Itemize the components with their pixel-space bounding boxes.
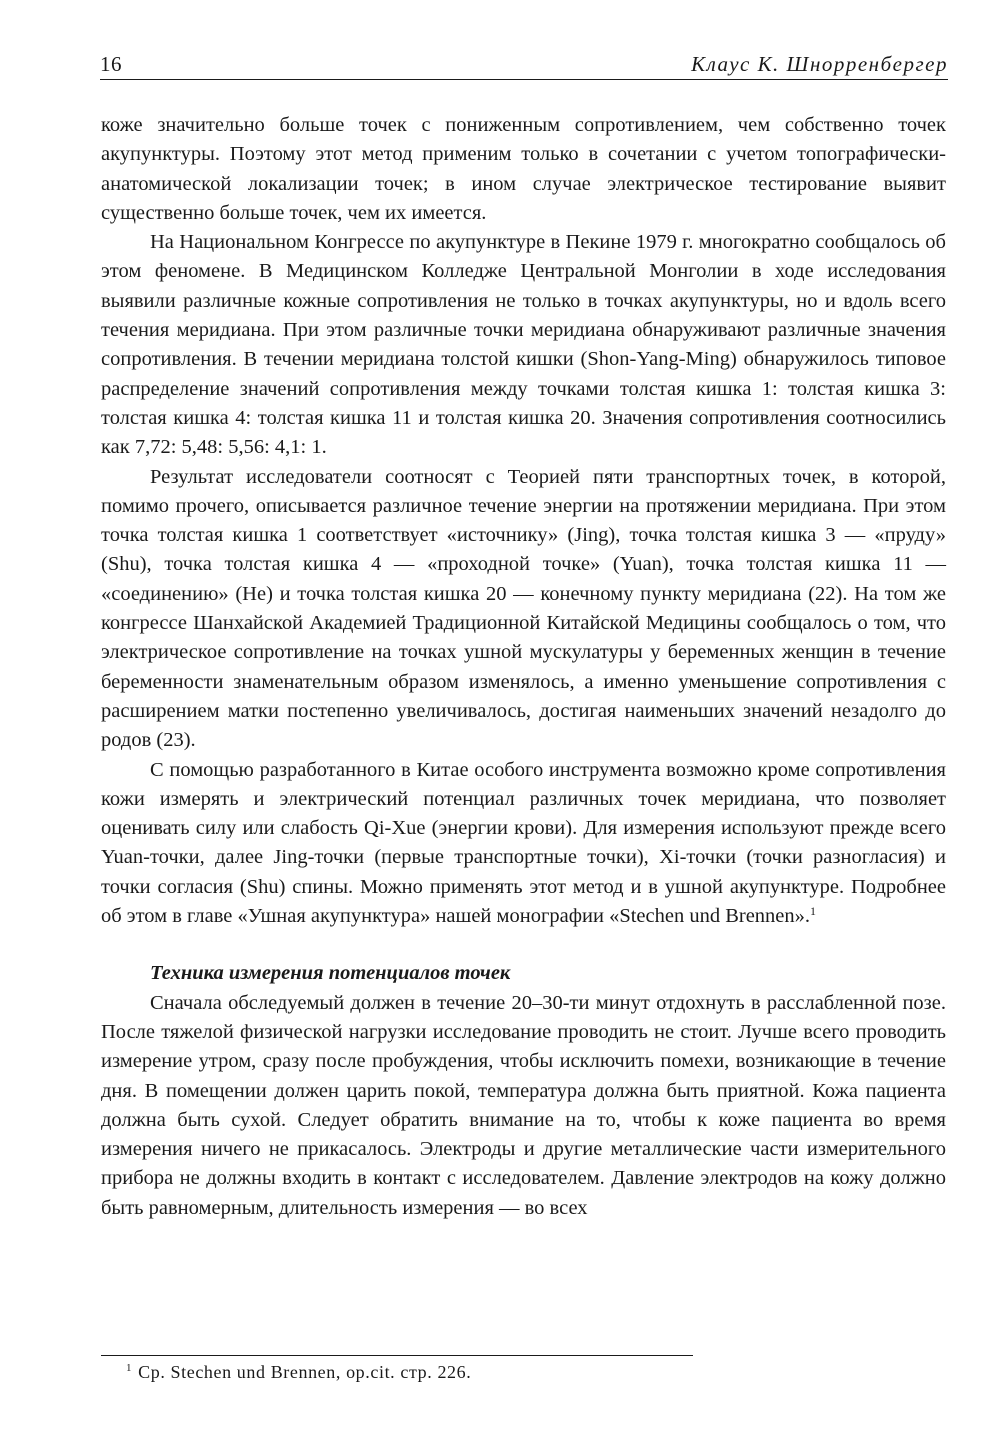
page-number: 16: [100, 52, 122, 76]
paragraph-4: [101, 756, 946, 932]
footnote-mark: 1: [126, 1362, 133, 1374]
paragraph-3-text: Результат исследователи соотносят с Теорией пяти транспортных точек, в которой, помимо прочего, описывается различное течение энергии на протяжении меридиана. При этом точка толстая кишка 1 соответствует «источнику» (Jing), точка толстая кишка 3 — «пруду» (Shu), точка толстая кишка 4 — «проходной точке» (Yuan), точка толстая кишка 11 — «соединению» (He) и точка толстая кишка 20 — конечному пункту меридиана (22). На том же конгрессе Шанхайской Академией Традиционной Китайской Медицины сообщалось о том, что электрическое сопротивление на точках ушной мускулатуры у беременных женщин в течение беременности знаменательным образом изменялось, а именно уменьшение сопротивления с расширением матки постепенно увеличивалось, достигая наименьших значений незадолго до родов (23).: [101, 465, 946, 752]
footnote-reference[interactable]: 1: [810, 904, 817, 919]
page-header: [100, 48, 948, 82]
paragraph-3: [101, 463, 946, 756]
footnote: [126, 1362, 471, 1383]
running-head: Клаус К. Шнорренбергер: [691, 52, 948, 76]
footnote-text: Ср. Stechen und Brennen, op.cit. стр. 226.: [138, 1362, 472, 1382]
section-heading: Техника измерения потенциалов точек: [150, 962, 511, 985]
paragraph-2: [101, 228, 946, 462]
paragraph-1-text: коже значительно больше точек с пониженным сопротивлением, чем собственно точек акупунктуры. Поэтому этот метод применим только в сочетании с учетом топографически-анатомической локализации точек; в ином случае электрическое тестирование выявит существенно больше точек, чем их имеется.: [101, 114, 946, 224]
footnote-rule: [101, 1355, 693, 1356]
body-text: [101, 111, 946, 1223]
section-paragraph-text: Сначала обследуемый должен в течение 20–30-ти минут отдохнуть в расслабленной позе. После тяжелой физической нагрузки исследование проводить не стоит. Лучше всего проводить измерение утром, сразу после пробуждения, чтобы исключить помехи, возникающие в течение дня. В помещении должен царить покой, температура должна быть приятной. Кожа пациента должна быть сухой. Следует обратить внимание на то, чтобы к коже пациента во время измерения ничего не прикасалось. Электроды и другие металлические части измерительного прибора не должны входить в контакт с исследователем. Давление электродов на кожу должно быть равномерным, длительность измерения — во всех: [101, 991, 946, 1219]
paragraph-2-text: На Национальном Конгрессе по акупунктуре в Пекине 1979 г. многократно сообщалось об этом феномене. В Медицинском Колледже Центральной Монголии в ходе исследования выявили различные кожные сопротивления не только в точках акупунктуры, но и вдоль всего течения меридиана. При этом различные точки меридиана обнаруживают различные значения сопротивления. В течении меридиана толстой кишки (Shon-Yang-Ming) обнаружилось типовое распределение значений сопротивления между точками толстая кишка 1: толстая кишка 3: толстая кишка 4: толстая кишка 11 и толстая кишка 20. Значения сопротивления соотносились как 7,72: 5,48: 5,56: 4,1: 1.: [101, 231, 946, 459]
header-rule: [100, 79, 948, 80]
section-paragraph: [101, 989, 946, 1223]
paragraph-4-text: С помощью разработанного в Китае особого инструмента возможно кроме сопротивления кожи измерять и электрический потенциал различных точек меридиана, что позволяет оценивать силу или слабость Qi-Xue (энергии крови). Для измерения используют прежде всего Yuan-точки, далее Jing-точки (первые транспортные точки), Xi-точки (точки разногласия) и точки согласия (Shu) спины. Можно применять этот метод и в ушной акупунктуре. Подробнее об этом в главе «Ушная акупунктура» нашей монографии «Stechen und Brennen».: [101, 758, 946, 928]
paragraph-1: [101, 111, 946, 228]
